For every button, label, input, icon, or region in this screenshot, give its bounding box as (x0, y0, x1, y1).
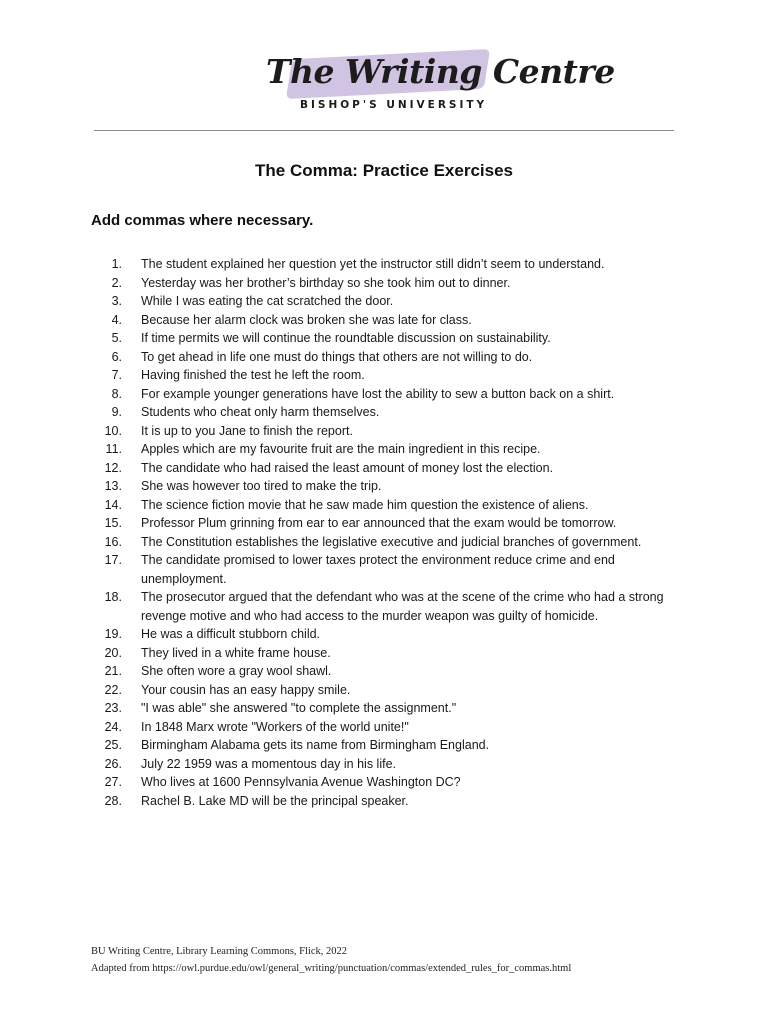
exercise-item (96, 311, 686, 330)
footer-source: Adapted from https://owl.purdue.edu/owl/general_writing/punctuation/commas/extended_rules_for_commas.html (91, 962, 572, 974)
exercise-number: 13. (104, 479, 122, 493)
exercise-number: 20. (104, 645, 122, 660)
exercise-number: 28. (104, 793, 122, 808)
exercise-item (96, 588, 686, 625)
exercise-number: 22. (104, 682, 122, 697)
exercise-number: 7. (111, 368, 122, 382)
exercise-item (96, 681, 686, 700)
exercise-number: 21. (104, 664, 122, 678)
exercise-number: 5. (111, 331, 122, 345)
exercise-text: For example younger generations have lost the ability to sew a button back on a shirt. (141, 386, 615, 401)
exercise-item (96, 755, 686, 774)
exercise-number: 19. (104, 627, 122, 641)
exercise-item (96, 699, 686, 718)
exercise-item (96, 255, 686, 274)
exercise-number: 8. (111, 386, 122, 401)
exercise-list (96, 255, 686, 810)
exercise-text: They lived in a white frame house. (141, 645, 331, 660)
exercise-number: 24. (104, 719, 122, 734)
exercise-text: Having finished the test he left the room. (141, 368, 365, 382)
exercise-text: "I was able" she answered "to complete the assignment." (141, 701, 457, 715)
exercise-text: Who lives at 1600 Pennsylvania Avenue Washington DC? (141, 775, 461, 789)
exercise-item (96, 736, 686, 755)
exercise-number: 18. (104, 590, 122, 604)
exercise-text: If time permits we will continue the roundtable discussion on sustainability. (141, 331, 551, 345)
exercise-text: She was however too tired to make the trip. (141, 479, 382, 493)
exercise-text: The Constitution establishes the legislative executive and judicial branches of government. (141, 534, 642, 549)
exercise-number: 1. (111, 257, 122, 271)
exercise-text: Students who cheat only harm themselves. (141, 405, 380, 419)
exercise-text: July 22 1959 was a momentous day in his life. (141, 756, 396, 771)
exercise-number: 14. (104, 497, 122, 512)
exercise-item (96, 792, 686, 811)
exercise-item (96, 440, 686, 459)
exercise-item (96, 718, 686, 737)
header-divider (94, 130, 674, 131)
exercise-text: The student explained her question yet the instructor still didn’t seem to understand. (141, 257, 605, 271)
exercise-number: 6. (111, 349, 122, 364)
exercise-text: Professor Plum grinning from ear to ear announced that the exam would be tomorrow. (141, 516, 617, 530)
exercise-text: The candidate promised to lower taxes protect the environment reduce crime and end unemployment. (141, 553, 615, 586)
exercise-item (96, 625, 686, 644)
exercise-text: Yesterday was her brother’s birthday so she took him out to dinner. (141, 275, 511, 290)
exercise-item (96, 274, 686, 293)
exercise-item (96, 477, 686, 496)
exercise-item (96, 422, 686, 441)
exercise-item (96, 514, 686, 533)
exercise-text: Rachel B. Lake MD will be the principal speaker. (141, 793, 409, 808)
footer (91, 944, 711, 977)
instruction-heading: Add commas where necessary. (91, 212, 314, 229)
exercise-item (96, 366, 686, 385)
exercise-number: 9. (111, 405, 122, 419)
exercise-item (96, 662, 686, 681)
exercise-item (96, 403, 686, 422)
exercise-item (96, 459, 686, 478)
exercise-text: Your cousin has an easy happy smile. (141, 682, 351, 697)
logo-title: The Writing Centre (266, 52, 615, 91)
exercise-text: He was a difficult stubborn child. (141, 627, 321, 641)
writing-centre-logo (262, 46, 615, 116)
exercise-item (96, 292, 686, 311)
exercise-text: Birmingham Alabama gets its name from Birmingham England. (141, 738, 490, 752)
exercise-text: Apples which are my favourite fruit are the main ingredient in this recipe. (141, 442, 541, 456)
exercise-number: 4. (111, 312, 122, 327)
exercise-number: 17. (104, 553, 122, 567)
exercise-number: 10. (104, 423, 122, 438)
exercise-item (96, 773, 686, 792)
exercise-number: 16. (104, 534, 122, 549)
exercise-number: 11. (105, 442, 122, 456)
exercise-number: 2. (111, 275, 122, 290)
exercise-text: In 1848 Marx wrote "Workers of the world unite!" (141, 719, 409, 734)
exercise-number: 3. (111, 294, 122, 308)
exercise-text: The prosecutor argued that the defendant who was at the scene of the crime who had a strong revenge motive and who had access to the murder weapon was guilty of homicide. (141, 590, 664, 623)
exercise-item (96, 348, 686, 367)
exercise-text: It is up to you Jane to finish the report. (141, 423, 353, 438)
exercise-text: While I was eating the cat scratched the door. (141, 294, 394, 308)
exercise-text: Because her alarm clock was broken she was late for class. (141, 312, 472, 327)
exercise-number: 27. (104, 775, 122, 789)
exercise-item (96, 551, 686, 588)
exercise-text: The candidate who had raised the least amount of money lost the election. (141, 460, 554, 475)
exercise-item (96, 533, 686, 552)
exercise-text: To get ahead in life one must do things that others are not willing to do. (141, 349, 533, 364)
page-title: The Comma: Practice Exercises (255, 161, 513, 180)
exercise-text: She often wore a gray wool shawl. (141, 664, 332, 678)
footer-credit: BU Writing Centre, Library Learning Commons, Flick, 2022 (91, 946, 348, 957)
exercise-number: 12. (104, 460, 122, 475)
exercise-item (96, 644, 686, 663)
exercise-text: The science fiction movie that he saw made him question the existence of aliens. (141, 497, 589, 512)
exercise-item (96, 496, 686, 515)
logo-subtitle: BISHOP'S UNIVERSITY (300, 99, 488, 111)
exercise-item (96, 385, 686, 404)
exercise-number: 23. (104, 701, 122, 715)
exercise-number: 26. (104, 756, 122, 771)
exercise-item (96, 329, 686, 348)
exercise-number: 25. (104, 738, 122, 752)
exercise-number: 15. (104, 516, 122, 530)
